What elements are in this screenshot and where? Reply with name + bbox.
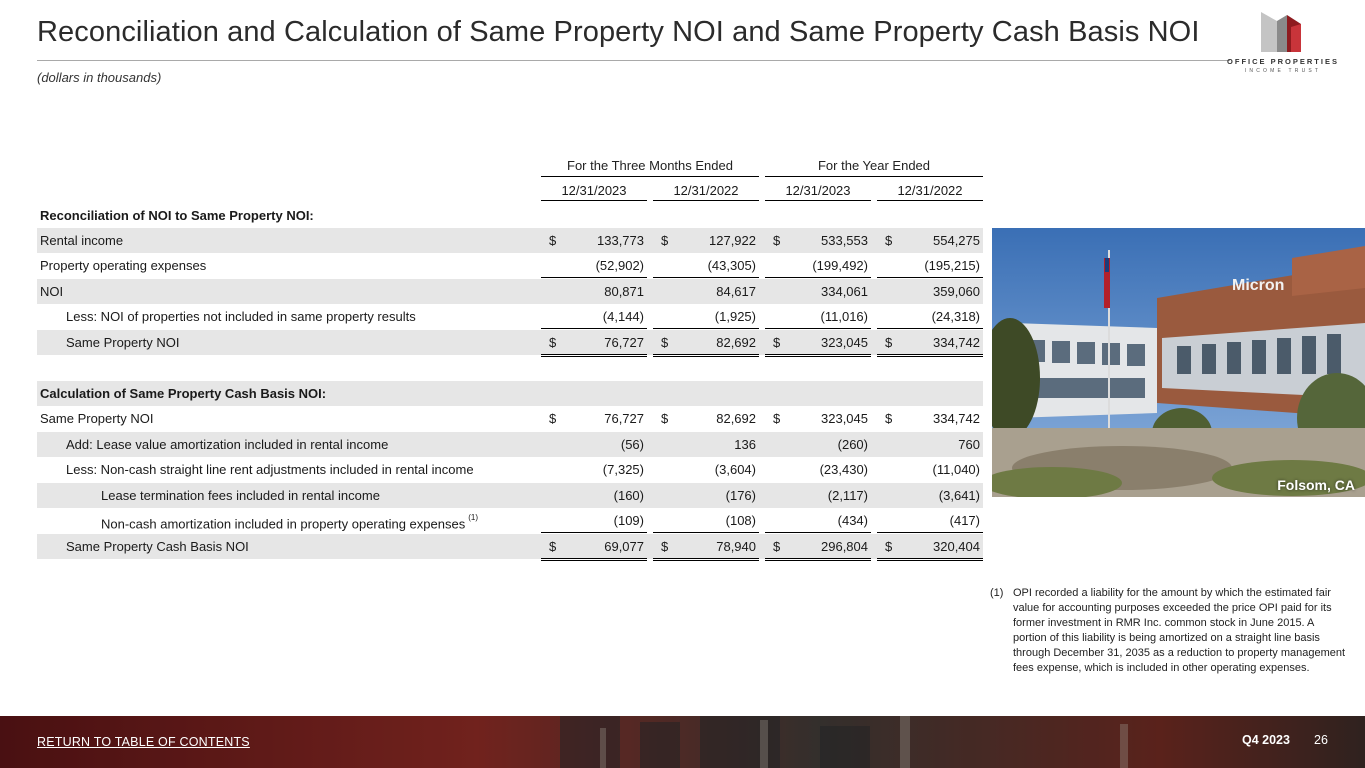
row-label: Less: NOI of properties not included in same property results [66,309,416,324]
table-row [37,228,983,253]
cell-value: 323,045 [821,411,868,426]
row-label: Non-cash amortization included in property operating expenses [101,516,466,532]
currency-symbol: $ [885,411,893,426]
currency-symbol: $ [549,411,557,426]
cell-value: (109) [613,513,644,528]
column-header: 12/31/2023 [541,183,647,201]
row-label: Add: Lease value amortization included in rental income [66,437,389,452]
cell-value: 127,922 [709,233,756,248]
cell-value: 78,940 [716,539,756,554]
logo-name: OFFICE PROPERTIES [1227,57,1339,66]
cell-value: (23,430) [819,462,868,477]
row-label: Calculation of Same Property Cash Basis NOI: [40,386,327,401]
footnote [990,586,1350,676]
cell-value: 133,773 [597,233,644,248]
cell-value: (56) [620,437,644,452]
cell-value: (176) [725,488,756,503]
cell-value: 84,617 [716,284,756,299]
currency-symbol: $ [661,233,669,248]
cell-value: (108) [725,513,756,528]
row-label: Property operating expenses [40,258,207,273]
cell-value: (199,492) [812,258,868,273]
units-note: (dollars in thousands) [37,70,162,85]
cell-value: (434) [837,513,868,528]
currency-symbol: $ [885,335,893,350]
table-row [37,483,983,508]
currency-symbol: $ [661,539,669,554]
group-header-year: For the Year Ended [765,157,983,177]
row-label-with-footnote [101,508,478,536]
section-header-row [37,381,983,406]
cell-value: (1,925) [714,309,756,324]
currency-symbol: $ [773,335,781,350]
currency-symbol: $ [885,539,893,554]
currency-symbol: $ [773,411,781,426]
column-header: 12/31/2022 [653,183,759,201]
cell-value: 82,692 [716,411,756,426]
row-label: NOI [40,284,64,299]
cell-value: 136 [734,437,756,452]
cell-value: (195,215) [924,258,980,273]
cell-value: (24,318) [931,309,980,324]
row-label: Rental income [40,233,124,248]
table-row [37,508,983,533]
photo-caption: Folsom, CA [1277,477,1355,493]
table-row [37,457,983,482]
column-header: 12/31/2022 [877,183,983,201]
cell-value: 76,727 [604,335,644,350]
cell-value: 82,692 [716,335,756,350]
logo-subtitle: INCOME TRUST [1244,68,1322,74]
company-logo [1218,12,1348,82]
currency-symbol: $ [549,539,557,554]
table-row [37,432,983,457]
noi-reconciliation-table [37,0,983,768]
cell-value: 76,727 [604,411,644,426]
table-row-total [37,330,983,355]
table-row [37,406,983,431]
footnote-marker: (1) [468,513,478,522]
section-header-row [37,203,983,228]
cell-value: 296,804 [821,539,868,554]
table-row [37,253,983,278]
currency-symbol: $ [661,411,669,426]
cell-value: 760 [958,437,980,452]
row-label: Less: Non-cash straight line rent adjustments included in rental income [66,462,474,477]
group-header-three-months: For the Three Months Ended [541,157,759,177]
row-label: Lease termination fees included in rental income [101,488,380,503]
currency-symbol: $ [773,233,781,248]
row-label: Same Property NOI [40,411,154,426]
cell-value: 320,404 [933,539,980,554]
row-label: Same Property Cash Basis NOI [66,539,249,554]
column-header: 12/31/2023 [765,183,871,201]
currency-symbol: $ [773,539,781,554]
footnote-text: OPI recorded a liability for the amount by which the estimated fair value for accounting purposes exceeded the price OPI paid for its former investment in RMR Inc. common stock in June 2015. A portion of this liability is being amortized on a straight line basis through December 31, 2035 as a reduction to property management fees expense, which is included in other operating expenses. [1013,587,1346,674]
cell-value: 80,871 [604,284,644,299]
page-number: 26 [1314,733,1328,747]
row-label: Reconciliation of NOI to Same Property NOI: [40,208,314,223]
cell-value: (43,305) [707,258,756,273]
building-illustration [992,228,1365,497]
building-sign: Micron [1232,277,1285,294]
row-label: Same Property NOI [66,335,180,350]
logo-mark-icon [1261,12,1305,52]
cell-value: (11,040) [932,462,980,477]
cell-value: 359,060 [933,284,980,299]
cell-value: (7,325) [602,462,644,477]
footnote-number: (1) [990,587,1004,599]
cell-value: 334,742 [933,335,980,350]
cell-value: 533,553 [821,233,868,248]
cell-value: (2,117) [827,488,868,503]
cell-value: 334,061 [821,284,868,299]
cell-value: 323,045 [821,335,868,350]
currency-symbol: $ [549,233,557,248]
cell-value: (3,604) [714,462,756,477]
report-period: Q4 2023 [1242,733,1290,747]
currency-symbol: $ [549,335,557,350]
table-row-total [37,534,983,559]
cell-value: (52,902) [595,258,644,273]
cell-value: (3,641) [938,488,980,503]
currency-symbol: $ [885,233,893,248]
table-row [37,279,983,304]
page-title: Reconciliation and Calculation of Same Property NOI and Same Property Cash Basis NOI [37,16,1200,48]
table-row [37,304,983,329]
currency-symbol: $ [661,335,669,350]
cell-value: (260) [837,437,868,452]
property-photo [992,228,1365,497]
cell-value: (417) [949,513,980,528]
cell-value: 334,742 [933,411,980,426]
cell-value: (11,016) [820,309,868,324]
cell-value: 554,275 [933,233,980,248]
cell-value: (160) [613,488,644,503]
return-to-toc-link[interactable]: RETURN TO TABLE OF CONTENTS [37,735,250,749]
cell-value: (4,144) [602,309,644,324]
cell-value: 69,077 [604,539,644,554]
